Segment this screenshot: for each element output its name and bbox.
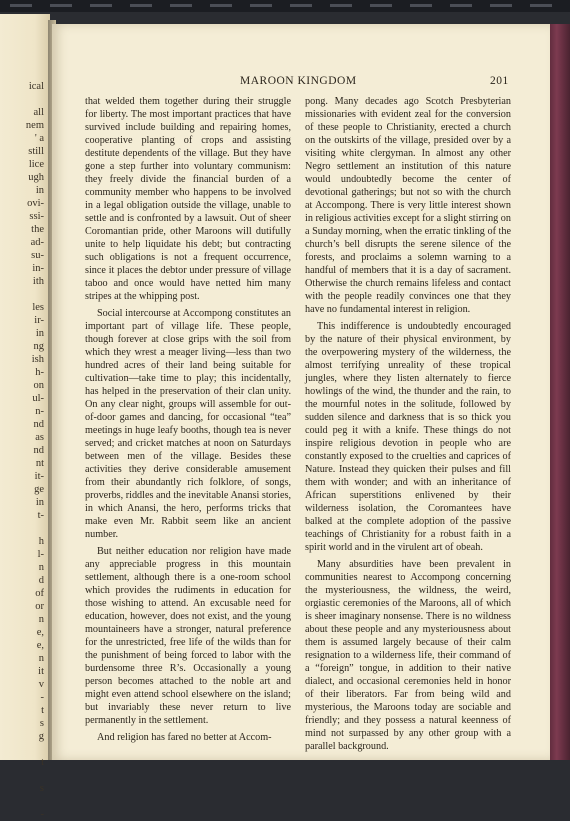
previous-page-edge [0,14,50,820]
left-text-column [85,95,291,744]
paragraph: This indifference is undoubtedly encouraged by the nature of their physical environment, by the overpowering mystery of the wilderness, the almost terrifying unreality of these tropical jungles, where they listen alternately to fierce howlings of the wind, the thunder and the rain, to the mournful notes in the solitude, followed by sudden silence and darkness that is so thick you could peg it with a knife. These things do not inspire religious devotion in people who are constantly exposed to the cruelties and caprices of Nature. Instead they quicken their pulses and fill them with wonder; and with an inheritance of African superstitions enlivened by their wilderness isolation, the Coromantees have balked at the complete adoption of the passive teachings of Christianity for a robust faith in a spirit world and in the virulent art of obeah. [305,321,511,553]
running-head-title: MAROON KINGDOM [240,75,357,87]
paragraph: that welded them together during their struggle for liberty. The most important practices that have survived include building and repairing homes, cooperative planting of crops and assisting destitute dependents of the village. But they have gone a step further into voluntary communism: they freely divide the financial burden of a community member who happens to be involved in a legal obligation outside the village, unable to settle and is confronted by a lawsuit. Out of sheer Coromantian pride, other Maroons will dutifully unite to help liquidate his debt; but contracting such obligations is not a frequent occurrence, since it places the debtor under pressure of village taboo and once would have netted him many stripes at the whipping post. [85,96,291,302]
right-text-column [305,95,511,753]
paragraph: But neither education nor religion have made any appreciable progress in this mountain settlement, although there is a one-room school which provides the rudiments in education for those wishing to attend. An excusable need for education, however, does not exist, and the young mountaineers have a stronger, natural preference for the unrestricted, free life of the wilds than for the punishment of being forced to labor with the burdensome three R’s. Occasionally a young person becomes attached to the noble art and might even attend school elsewhere on the island; but invariably these never return to live permanently in the settlement. [85,546,291,726]
paragraph: And religion has fared no better at Accom- [97,732,272,743]
previous-page-text-fragment: ical all nem ' a still lice ugh in ovi- ssi- the ad- su- in- ith les ir- in ng ish h- on ul- n- nd as nd nt it- ge in t- h l- n d of or n e, e, n it v - t s g t s - [25,81,44,820]
scanner-edge-strip [0,0,570,12]
book-page [52,24,550,760]
book-cover-edge [548,24,570,760]
page-number: 201 [490,75,509,87]
paragraph: pong. Many decades ago Scotch Presbyterian missionaries with evident zeal for the conversion of these people to Christianity, erected a church on the outskirts of the village, presided over by a visiting white clergyman. In almost any other Negro settlement an institution of this nature would undoubtedly become the center of devotional gatherings; but not so with the church at Accompong. There is very little interest shown in religious activities except for a slight stirring on a Sunday morning, when the erratic tinkling of the church’s bell disrupts the serene silence of the forests, and proclaims a solemn warning to a handful of members that it is a day of sacrament. Otherwise the church remains lifeless and contact with the people readily convinces one that they have no fundamental interest in religion. [305,96,511,315]
paragraph: Many absurdities have been prevalent in communities nearest to Accompong concerning the mysteriousness, the wildness, the weird, orgiastic ceremonies of the Maroons, all of which is sheer imaginary nonsense. There is no wildness about these people and any mysteriousness about them is assumed largely because of their calm resignation to a wilderness life, their command of a “foreign” tongue, in addition to their native dialect, and occasional ceremonies held in honor of their liberators. Far from being wild and mysterious, the Maroons today are sociable and friendly; and they possess a natural keenness of mind not surpassed by any other group with a parallel background. [305,559,511,752]
paragraph: Social intercourse at Accompong constitutes an important part of village life. These people, though forever at close grips with the soil from which they wrest a meager living—less than two hundred acres of their land being suitable for cultivation—take time to play; this incidentally, has helped in the preservation of their clan unity. On any clear night, groups will assemble for out-of-door games and dancing, for occasional “tea” meetings in huge leafy booths, though tea is never served; and cricket matches at noon on Saturdays between men of the village. Besides these activities they derive considerable amusement from their abundantly rich folklore, of songs, proverbs, riddles and the inevitable Anansi stories, in which Anansi, the hero, performs tricks that make even Mr. Rabbit seem like an ancient number. [85,308,291,540]
